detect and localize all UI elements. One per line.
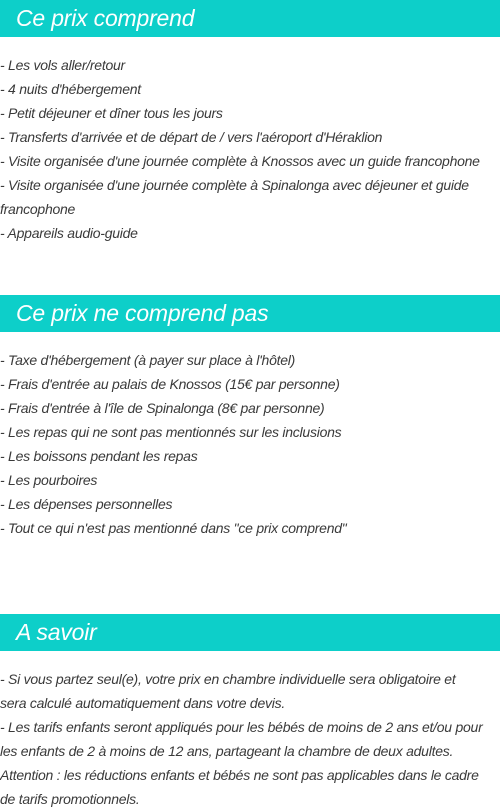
list-item: francophone [0,201,76,217]
section-title-not-included: Ce prix ne comprend pas [0,295,500,332]
list-item: - Visite organisée d'une journée complète à Knossos avec un guide francophone [0,153,480,169]
section-title-included: Ce prix comprend [0,0,500,37]
list-item: sera calculé automatiquement dans votre devis. [0,695,285,711]
list-item: - Si vous partez seul(e), votre prix en chambre individuelle sera obligatoire et [0,671,456,687]
section-title-to-know: A savoir [0,614,500,651]
list-item: - Les tarifs enfants seront appliqués pour les bébés de moins de 2 ans et/ou pour [0,719,483,735]
list-item: - Tout ce qui n'est pas mentionné dans "ce prix comprend" [0,520,347,536]
list-item: - Taxe d'hébergement (à payer sur place à l'hôtel) [0,352,296,368]
list-item: les enfants de 2 à moins de 12 ans, partageant la chambre de deux adultes. [0,743,454,759]
list-item: - Appareils audio-guide [0,225,138,241]
list-item: - Transferts d'arrivée et de départ de / vers l'aéroport d'Héraklion [0,129,383,145]
to-know-list [0,667,500,811]
list-item: - Visite organisée d'une journée complète à Spinalonga avec déjeuner et guide [0,177,469,193]
list-item: - Frais d'entrée à l'île de Spinalonga (8€ par personne) [0,400,325,416]
list-item: - Les vols aller/retour [0,57,125,73]
list-item: - Les boissons pendant les repas [0,448,198,464]
not-included-list [0,348,500,540]
list-item: de tarifs promotionnels. [0,791,140,807]
list-item: - Les dépenses personnelles [0,496,173,512]
list-item: - Petit déjeuner et dîner tous les jours [0,105,223,121]
list-item: - 4 nuits d'hébergement [0,81,141,97]
list-item: Attention : les réductions enfants et bébés ne sont pas applicables dans le cadre [0,767,479,783]
list-item: - Les repas qui ne sont pas mentionnés sur les inclusions [0,424,342,440]
included-list [0,53,500,245]
list-item: - Les pourboires [0,472,98,488]
list-item: - Frais d'entrée au palais de Knossos (15€ par personne) [0,376,340,392]
